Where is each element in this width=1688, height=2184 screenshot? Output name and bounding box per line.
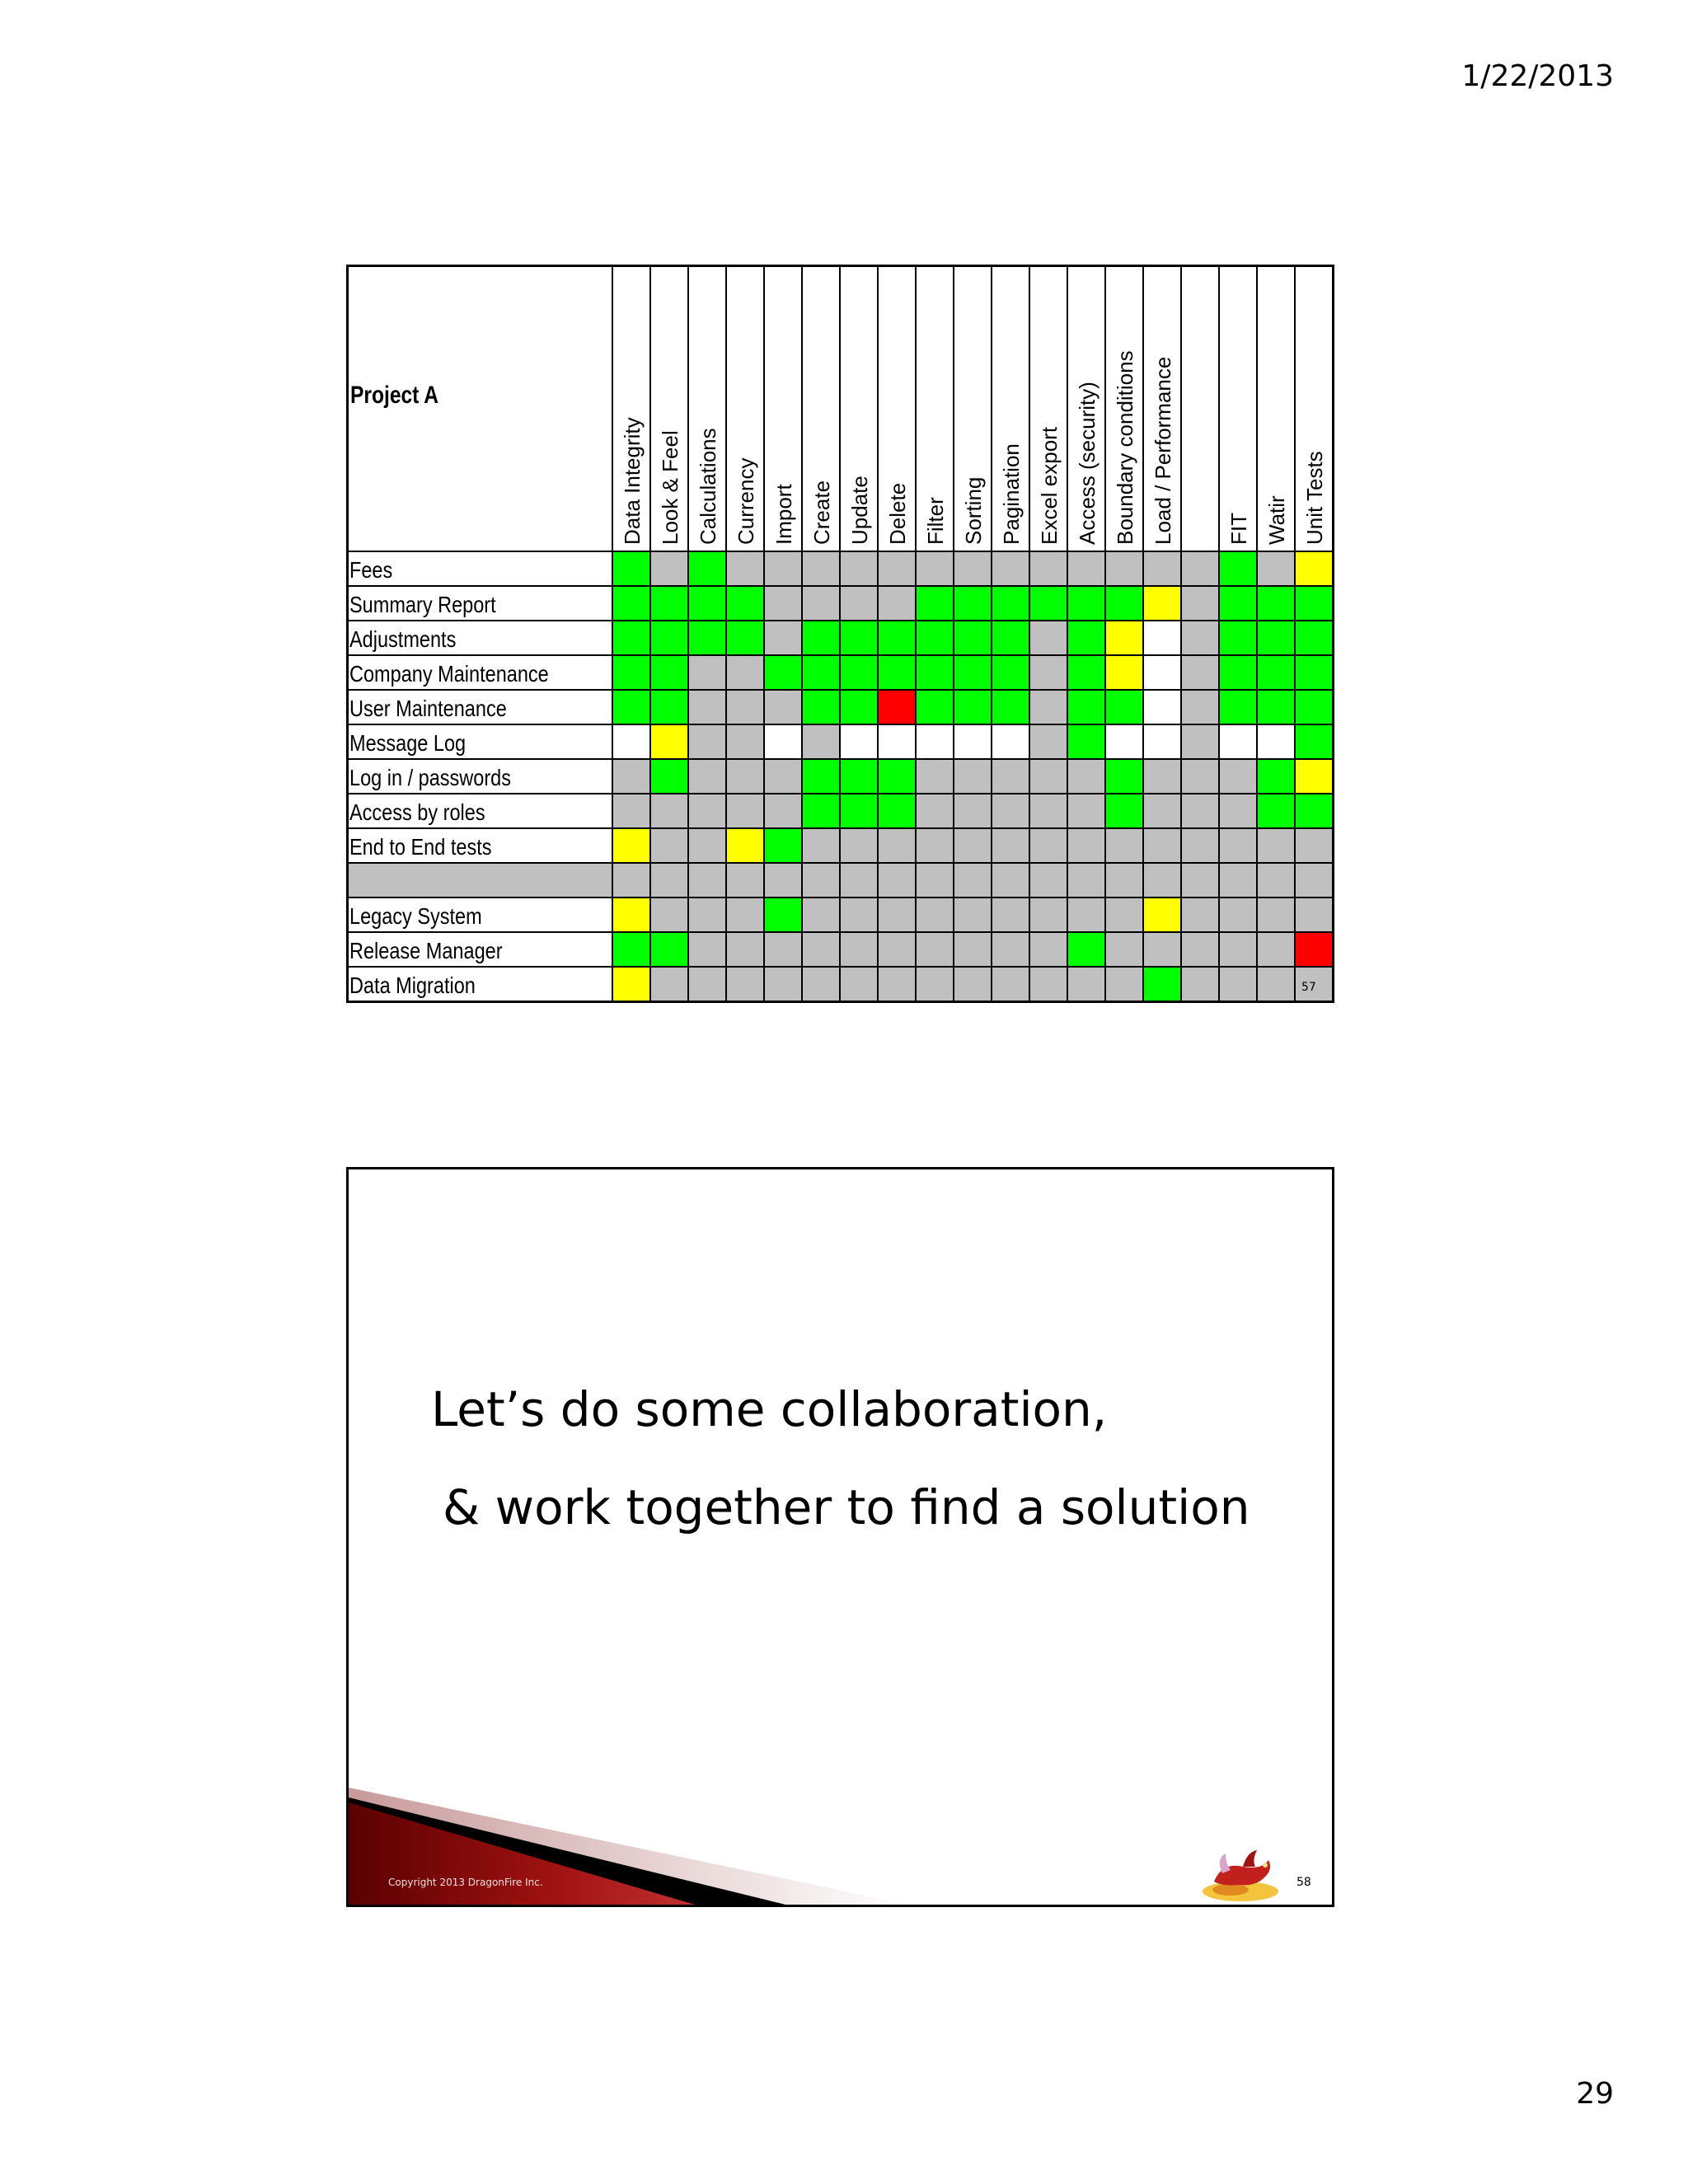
matrix-cell [764, 898, 802, 932]
matrix-cell [992, 690, 1029, 724]
matrix-cell [1143, 621, 1181, 655]
matrix-cell [1257, 586, 1295, 621]
matrix-cell [954, 794, 992, 828]
matrix-cell [688, 828, 726, 863]
matrix-cell [840, 759, 878, 794]
row-label: User Maintenance [349, 696, 507, 722]
slide-number: 57 [1301, 981, 1316, 994]
matrix-cell [1181, 898, 1219, 932]
matrix-cell [1181, 724, 1219, 759]
matrix-cell [688, 586, 726, 621]
matrix-cell [1105, 932, 1143, 967]
matrix-cell [1295, 621, 1332, 655]
matrix-cell [1029, 898, 1067, 932]
matrix-cell [1105, 898, 1143, 932]
matrix-cell [1219, 724, 1257, 759]
row-label: Adjustments [349, 627, 457, 653]
matrix-cell [878, 551, 916, 586]
matrix-cell [916, 586, 954, 621]
matrix-cell [612, 586, 650, 621]
matrix-cell [688, 932, 726, 967]
matrix-cell [1029, 724, 1067, 759]
matrix-cell [612, 551, 650, 586]
matrix-cell [878, 967, 916, 1001]
column-header: Look & Feel [658, 430, 682, 545]
matrix-cell [916, 967, 954, 1001]
matrix-cell [878, 724, 916, 759]
matrix-cell [612, 690, 650, 724]
slide-text-line-2: & work together to find a solution [443, 1479, 1250, 1535]
matrix-cell [1067, 586, 1105, 621]
matrix-cell [1029, 828, 1067, 863]
matrix-cell [1257, 551, 1295, 586]
matrix-cell [1295, 690, 1332, 724]
matrix-cell [1067, 759, 1105, 794]
slide-swoosh-decoration [349, 1169, 1332, 1905]
matrix-cell [1143, 655, 1181, 690]
matrix-cell [612, 621, 650, 655]
matrix-cell [1219, 828, 1257, 863]
row-label: End to End tests [349, 835, 492, 860]
matrix-cell [726, 724, 764, 759]
matrix-cell [1181, 932, 1219, 967]
matrix-cell [840, 967, 878, 1001]
matrix-cell [1143, 967, 1181, 1001]
matrix-cell [1257, 621, 1295, 655]
row-label: Summary Report [349, 593, 496, 618]
matrix-cell [1257, 794, 1295, 828]
column-header: Create [809, 480, 834, 545]
matrix-cell [878, 932, 916, 967]
column-header: FIT [1226, 513, 1251, 545]
matrix-cell [802, 551, 840, 586]
matrix-cell [1295, 759, 1332, 794]
matrix-cell [1105, 794, 1143, 828]
matrix-cell [650, 759, 688, 794]
row-label-cell [349, 863, 612, 898]
row-label: Data Migration [349, 973, 476, 999]
matrix-cell [688, 794, 726, 828]
matrix-cell [688, 551, 726, 586]
matrix-cell [764, 551, 802, 586]
matrix-cell [916, 655, 954, 690]
matrix-cell [1143, 863, 1181, 898]
column-header: Unit Tests [1302, 451, 1327, 545]
matrix-cell [1143, 690, 1181, 724]
matrix-cell [1181, 794, 1219, 828]
matrix-cell [1219, 759, 1257, 794]
matrix-cell [688, 724, 726, 759]
matrix-cell [1105, 967, 1143, 1001]
matrix-cell [992, 655, 1029, 690]
column-header: Data Integrity [620, 417, 645, 545]
column-header: Delete [885, 482, 910, 545]
matrix-cell [878, 586, 916, 621]
matrix-cell [840, 551, 878, 586]
matrix-cell [1029, 690, 1067, 724]
matrix-cell [612, 863, 650, 898]
matrix-cell [1219, 690, 1257, 724]
matrix-cell [1257, 898, 1295, 932]
matrix-cell [916, 621, 954, 655]
column-header: Sorting [961, 476, 986, 545]
matrix-cell [802, 898, 840, 932]
matrix-cell [992, 898, 1029, 932]
matrix-cell [612, 724, 650, 759]
matrix-cell [1257, 759, 1295, 794]
matrix-cell [1067, 724, 1105, 759]
matrix-cell [1029, 586, 1067, 621]
matrix-cell [650, 967, 688, 1001]
matrix-cell [764, 759, 802, 794]
matrix-cell [1067, 898, 1105, 932]
matrix-cell [688, 898, 726, 932]
column-header: Calculations [696, 428, 720, 545]
matrix-cell [1295, 828, 1332, 863]
matrix-cell [954, 621, 992, 655]
matrix-cell [1105, 586, 1143, 621]
matrix-cell [954, 863, 992, 898]
matrix-cell [688, 759, 726, 794]
matrix-cell [1029, 863, 1067, 898]
matrix-cell [726, 690, 764, 724]
matrix-cell [992, 759, 1029, 794]
matrix-cell [726, 898, 764, 932]
matrix-cell [650, 551, 688, 586]
matrix-cell [954, 932, 992, 967]
matrix-cell [992, 621, 1029, 655]
matrix-cell [1143, 724, 1181, 759]
page-number: 29 [1576, 2077, 1614, 2111]
matrix-cell [1295, 932, 1332, 967]
matrix-cell [1219, 967, 1257, 1001]
matrix-cell [954, 967, 992, 1001]
matrix-cell [1257, 932, 1295, 967]
matrix-cell [726, 621, 764, 655]
matrix-cell [650, 828, 688, 863]
matrix-cell [992, 724, 1029, 759]
matrix-cell [1105, 724, 1143, 759]
matrix-cell [840, 932, 878, 967]
matrix-cell [954, 655, 992, 690]
matrix-cell [650, 690, 688, 724]
matrix-cell [1181, 967, 1219, 1001]
matrix-cell [764, 690, 802, 724]
matrix-cell [612, 828, 650, 863]
matrix-cell [688, 863, 726, 898]
matrix-cell [1029, 967, 1067, 1001]
row-label: Message Log [349, 731, 467, 757]
column-header: Access (security) [1075, 382, 1100, 545]
matrix-cell [726, 759, 764, 794]
matrix-cell [1105, 655, 1143, 690]
matrix-cell [764, 724, 802, 759]
matrix-cell [916, 863, 954, 898]
matrix-cell [612, 794, 650, 828]
matrix-cell [764, 932, 802, 967]
matrix-cell [840, 863, 878, 898]
matrix-cell [1219, 863, 1257, 898]
matrix-cell [802, 655, 840, 690]
row-label: Fees [349, 558, 393, 583]
slide-58-collaboration [346, 1167, 1334, 1907]
matrix-cell [1181, 690, 1219, 724]
matrix-cell [1029, 932, 1067, 967]
matrix-cell [878, 690, 916, 724]
matrix-cell [992, 794, 1029, 828]
matrix-cell [992, 828, 1029, 863]
project-label: Project A [350, 380, 439, 409]
matrix-cell [1295, 551, 1332, 586]
matrix-cell [802, 967, 840, 1001]
copyright-notice: Copyright 2013 DragonFire Inc. [388, 1877, 543, 1888]
matrix-cell [1143, 586, 1181, 621]
matrix-cell [954, 828, 992, 863]
slide-57-test-matrix [346, 265, 1334, 1003]
column-header: Filter [923, 497, 948, 545]
column-header: Load / Performance [1151, 356, 1175, 545]
matrix-cell [1295, 794, 1332, 828]
matrix-cell [1105, 551, 1143, 586]
matrix-cell [1067, 551, 1105, 586]
matrix-cell [840, 828, 878, 863]
slide-text-line-1: Let’s do some collaboration, [431, 1381, 1108, 1437]
matrix-cell [802, 621, 840, 655]
matrix-cell [1295, 586, 1332, 621]
matrix-cell [992, 586, 1029, 621]
matrix-cell [802, 759, 840, 794]
matrix-cell [1257, 828, 1295, 863]
matrix-cell [1181, 586, 1219, 621]
matrix-cell [726, 863, 764, 898]
column-header: Excel export [1037, 426, 1062, 545]
matrix-cell [1029, 551, 1067, 586]
matrix-cell [1295, 863, 1332, 898]
matrix-cell [688, 655, 726, 690]
column-header: Currency [734, 457, 758, 545]
matrix-cell [764, 863, 802, 898]
matrix-cell [916, 724, 954, 759]
matrix-cell [992, 863, 1029, 898]
matrix-cell [1143, 551, 1181, 586]
matrix-cell [802, 586, 840, 621]
matrix-cell [764, 794, 802, 828]
page-date: 1/22/2013 [1461, 59, 1614, 93]
column-header: Pagination [999, 443, 1024, 545]
matrix-cell [878, 898, 916, 932]
matrix-cell [650, 794, 688, 828]
matrix-cell [1067, 932, 1105, 967]
matrix-cell [726, 551, 764, 586]
matrix-cell [1295, 898, 1332, 932]
matrix-cell [764, 828, 802, 863]
matrix-cell [1295, 655, 1332, 690]
row-label: Log in / passwords [349, 766, 512, 791]
matrix-cell [650, 898, 688, 932]
matrix-cell [916, 551, 954, 586]
matrix-cell [1105, 828, 1143, 863]
matrix-cell [1219, 586, 1257, 621]
matrix-cell [1105, 690, 1143, 724]
matrix-cell [1067, 655, 1105, 690]
matrix-cell [1143, 794, 1181, 828]
matrix-cell [916, 932, 954, 967]
matrix-cell [688, 621, 726, 655]
matrix-cell [840, 690, 878, 724]
matrix-cell [1143, 828, 1181, 863]
matrix-cell [878, 863, 916, 898]
matrix-cell [1181, 655, 1219, 690]
matrix-cell [1257, 655, 1295, 690]
matrix-cell [916, 898, 954, 932]
matrix-cell [1143, 759, 1181, 794]
matrix-cell [878, 794, 916, 828]
matrix-cell [1105, 621, 1143, 655]
column-header: Watir [1264, 495, 1289, 545]
matrix-cell [916, 690, 954, 724]
matrix-cell [764, 586, 802, 621]
matrix-cell [1067, 794, 1105, 828]
matrix-cell [612, 967, 650, 1001]
matrix-cell [878, 759, 916, 794]
matrix-cell [764, 621, 802, 655]
matrix-cell [840, 621, 878, 655]
matrix-cell [992, 967, 1029, 1001]
matrix-cell [954, 586, 992, 621]
matrix-cell [1029, 759, 1067, 794]
row-label: Release Manager [349, 939, 503, 964]
matrix-cell [916, 759, 954, 794]
matrix-cell [1029, 655, 1067, 690]
matrix-cell [1181, 759, 1219, 794]
matrix-cell [764, 967, 802, 1001]
matrix-cell [878, 655, 916, 690]
matrix-cell [1181, 621, 1219, 655]
matrix-cell [612, 932, 650, 967]
matrix-cell [1067, 828, 1105, 863]
matrix-cell [954, 690, 992, 724]
matrix-cell [916, 794, 954, 828]
matrix-cell [726, 586, 764, 621]
matrix-cell [1257, 690, 1295, 724]
matrix-cell [1219, 898, 1257, 932]
matrix-cell [1257, 863, 1295, 898]
matrix-cell [840, 794, 878, 828]
test-coverage-matrix [349, 267, 1332, 1001]
column-header: Import [771, 484, 796, 545]
matrix-cell [1067, 967, 1105, 1001]
dragon-logo-icon [1198, 1845, 1288, 1905]
matrix-cell [650, 724, 688, 759]
matrix-cell [688, 690, 726, 724]
matrix-cell [802, 932, 840, 967]
matrix-cell [1219, 621, 1257, 655]
matrix-cell [802, 794, 840, 828]
column-header: Update [847, 476, 872, 545]
matrix-cell [802, 724, 840, 759]
matrix-cell [1067, 690, 1105, 724]
matrix-cell [1219, 794, 1257, 828]
matrix-cell [954, 759, 992, 794]
matrix-cell [726, 932, 764, 967]
matrix-cell [1067, 863, 1105, 898]
matrix-cell [802, 863, 840, 898]
matrix-cell [1029, 621, 1067, 655]
matrix-cell [1219, 551, 1257, 586]
matrix-cell [840, 586, 878, 621]
slide-number: 58 [1296, 1876, 1311, 1889]
matrix-cell [612, 759, 650, 794]
matrix-cell [650, 863, 688, 898]
row-label: Company Maintenance [349, 662, 549, 687]
matrix-cell [1067, 621, 1105, 655]
matrix-cell [612, 655, 650, 690]
matrix-cell [1143, 898, 1181, 932]
matrix-cell [840, 655, 878, 690]
matrix-cell [954, 724, 992, 759]
matrix-cell [840, 724, 878, 759]
matrix-cell [802, 690, 840, 724]
column-header: Boundary conditions [1113, 350, 1137, 545]
matrix-cell [1143, 932, 1181, 967]
matrix-cell [954, 551, 992, 586]
matrix-cell [1219, 932, 1257, 967]
matrix-cell [726, 828, 764, 863]
matrix-cell [878, 621, 916, 655]
matrix-cell [954, 898, 992, 932]
matrix-cell [1181, 863, 1219, 898]
matrix-cell [650, 932, 688, 967]
matrix-cell [612, 898, 650, 932]
matrix-cell [726, 655, 764, 690]
matrix-cell [764, 655, 802, 690]
matrix-cell [840, 898, 878, 932]
matrix-cell [1029, 794, 1067, 828]
matrix-cell [688, 967, 726, 1001]
matrix-cell [802, 828, 840, 863]
matrix-cell [1257, 967, 1295, 1001]
matrix-cell [1181, 551, 1219, 586]
matrix-cell [916, 828, 954, 863]
row-label: Access by roles [349, 800, 485, 826]
matrix-cell [1295, 724, 1332, 759]
matrix-cell [1105, 863, 1143, 898]
matrix-cell [726, 967, 764, 1001]
matrix-cell [992, 551, 1029, 586]
matrix-cell [650, 586, 688, 621]
matrix-cell [726, 794, 764, 828]
matrix-cell [1181, 828, 1219, 863]
matrix-cell [1257, 724, 1295, 759]
matrix-cell [1105, 759, 1143, 794]
matrix-cell [1219, 655, 1257, 690]
row-label: Legacy System [349, 904, 482, 930]
matrix-cell [878, 828, 916, 863]
matrix-cell [992, 932, 1029, 967]
matrix-cell [650, 621, 688, 655]
matrix-cell [650, 655, 688, 690]
